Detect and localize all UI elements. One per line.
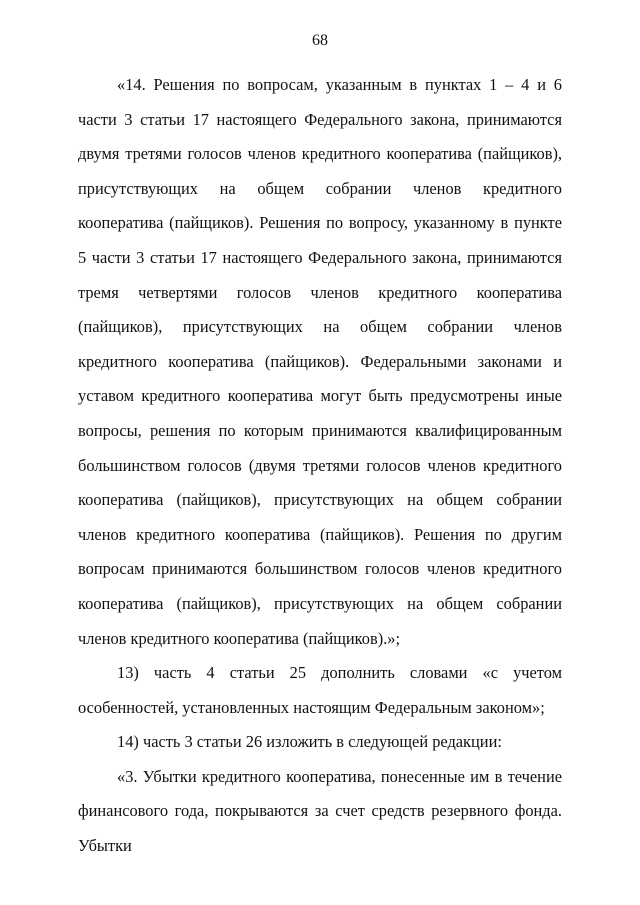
paragraph-item-13: 13) часть 4 статьи 25 дополнить словами «с учетом особенностей, установленных настоящим Федеральным законом»; [78, 663, 562, 717]
page-number: 68 [312, 32, 328, 49]
paragraph-article-14: «14. Решения по вопросам, указанным в пунктах 1 – 4 и 6 части 3 статьи 17 настоящего Федерального закона, принимаются двумя третями голосов членов кредитного кооператива (пайщиков), присутствующих на общем собрании членов кредитного кооператива (пайщиков). Решения по вопросу, указанному в пункте 5 части 3 статьи 17 настоящего Федерального закона, принимаются тремя четвертями голосов членов кредитного кооператива (пайщиков), присутствующих на общем собрании членов кредитного кооператива (пайщиков). Федеральными законами и уставом кредитного кооператива могут быть предусмотрены иные вопросы, решения по которым принимаются квалифицированным большинством голосов (двумя третями голосов членов кредитного кооператива (пайщиков), присутствующих на общем собрании членов кредитного кооператива (пайщиков). Решения по другим вопросам принимаются большинством голосов членов кредитного кооператива (пайщиков), присутствующих на общем собрании членов кредитного кооператива (пайщиков).»; [78, 75, 562, 648]
document-body [78, 68, 562, 864]
paragraph-item-14: 14) часть 3 статьи 26 изложить в следующей редакции: [117, 732, 502, 752]
paragraph-article-3: «3. Убытки кредитного кооператива, понесенные им в течение финансового года, покрываются за счет средств резервного фонда. Убытки [78, 766, 562, 856]
